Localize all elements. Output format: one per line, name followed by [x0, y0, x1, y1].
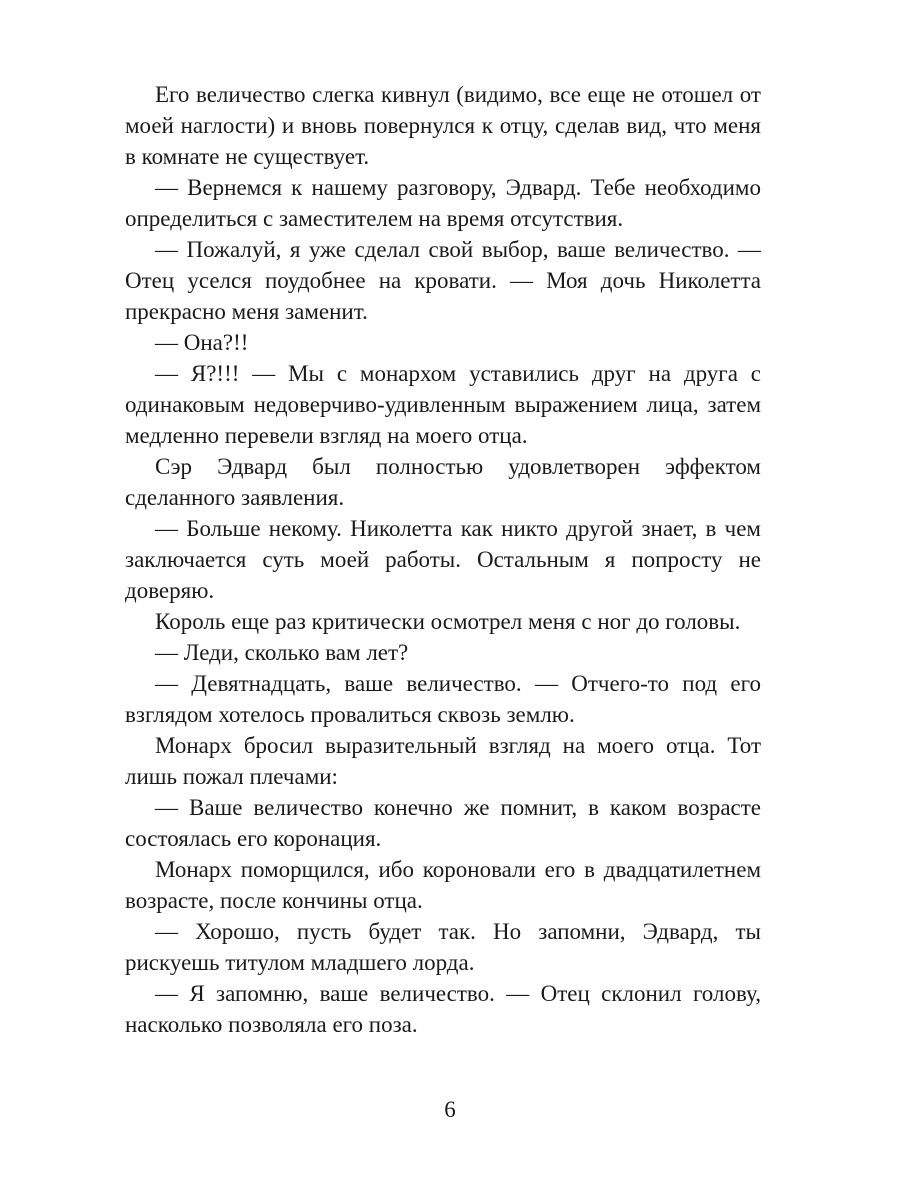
paragraph: — Больше некому. Николетта как никто другой знает, в чем заключается суть моей работы. Остальным я попросту не доверяю. [125, 516, 761, 603]
body-text [125, 79, 761, 1040]
paragraph: — Я запомню, ваше величество. — Отец склонил голову, насколько позволяла его поза. [125, 981, 761, 1037]
paragraph: Монарх поморщился, ибо короновали его в двадцатилетнем возрасте, после кончины отца. [125, 857, 761, 913]
page-number: 6 [444, 1097, 456, 1122]
paragraph: Король еще раз критически осмотрел меня с ног до головы. [155, 609, 741, 634]
paragraph: — Ваше величество конечно же помнит, в каком возрасте состоялась его коронация. [125, 795, 761, 851]
paragraph: Монарх бросил выразительный взгляд на моего отца. Тот лишь пожал плечами: [125, 733, 761, 789]
paragraph: — Хорошо, пусть будет так. Но запомни, Эдвард, ты рискуешь титулом младшего лорда. [125, 919, 761, 975]
paragraph: — Пожалуй, я уже сделал свой выбор, ваше величество. — Отец уселся поудобнее на кровати. — Моя дочь Николетта прекрасно меня заменит. [125, 237, 761, 324]
paragraph: Его величество слегка кивнул (видимо, все еще не отошел от моей наглости) и вновь повернулся к отцу, сделав вид, что меня в комнате не существует. [125, 82, 761, 169]
paragraph: Сэр Эдвард был полностью удовлетворен эффектом сделанного заявления. [125, 454, 761, 510]
paragraph: — Я?!!! — Мы с монархом уставились друг на друга с одинаковым недоверчиво-удивленным выражением лица, затем медленно перевели взгляд на моего отца. [125, 361, 761, 448]
paragraph: — Она?!! [155, 330, 249, 355]
paragraph: — Девятнадцать, ваше величество. — Отчего-то под его взглядом хотелось провалиться сквозь землю. [125, 671, 761, 727]
paragraph: — Леди, сколько вам лет? [155, 640, 409, 665]
paragraph: — Вернемся к нашему разговору, Эдвард. Тебе необходимо определиться с заместителем на время отсутствия. [125, 175, 761, 231]
